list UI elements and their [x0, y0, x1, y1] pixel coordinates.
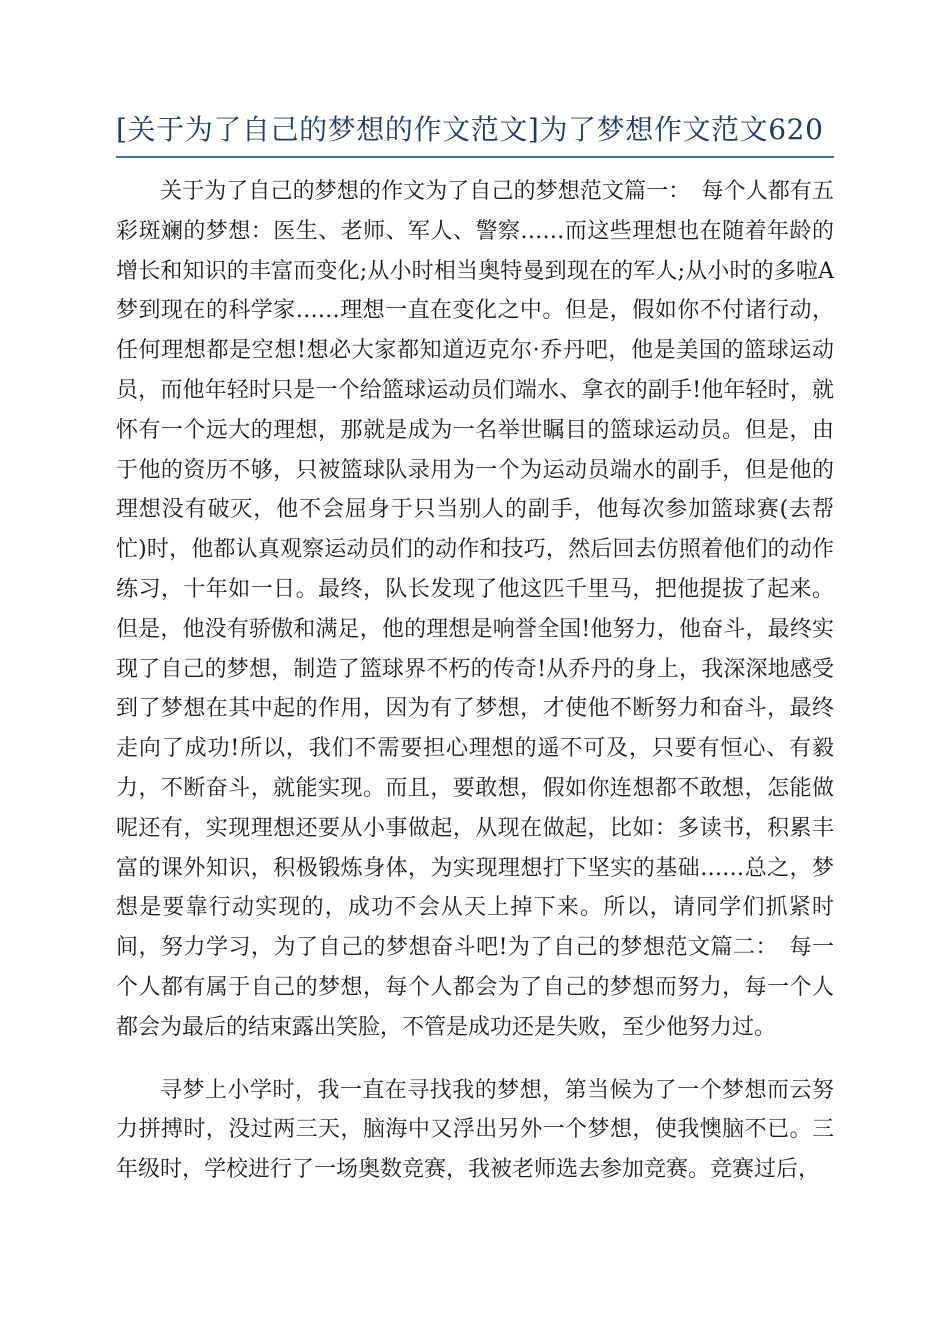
paragraph-2: 寻梦上小学时，我一直在寻找我的梦想，第当候为了一个梦想而云努力拼搏时，没过两三天，脑海中又浮出另外一个梦想，使我懊脑不已。三年级时，学校进行了一场奥数竞赛，我被老师选去参加竞赛。竞赛过后，: [116, 1077, 834, 1183]
document-body: [116, 172, 834, 1190]
document-title: [关于为了自己的梦想的作文范文]为了梦想作文范文620: [116, 113, 824, 146]
title-underline: [116, 156, 834, 158]
paragraph-1: 关于为了自己的梦想的作文为了自己的梦想范文篇一： 每个人都有五彩斑斓的梦想：医生、老师、军人、警察……而这些理想也在随着年龄的增长和知识的丰富而变化;从小时相当奥特曼到现在的军人;从小时的多啦A梦到现在的科学家……理想一直在变化之中。但是，假如你不付诸行动，任何理想都是空想!想必大家都知道迈克尔·乔丹吧，他是美国的篮球运动员，而他年轻时只是一个给篮球运动员们端水、拿衣的副手!他年轻时，就怀有一个远大的理想，那就是成为一名举世瞩目的篮球运动员。但是，由于他的资历不够，只被篮球队录用为一个为运动员端水的副手，但是他的理想没有破灭，他不会屈身于只当别人的副手，他每次参加篮球赛(去帮忙)时，他都认真观察运动员们的动作和技巧，然后回去仿照着他们的动作练习，十年如一日。最终，队长发现了他这匹千里马，把他提拔了起来。但是，他没有骄傲和满足，他的理想是响誉全国!他努力，他奋斗，最终实现了自己的梦想，制造了篮球界不朽的传奇!从乔丹的身上，我深深地感受到了梦想在其中起的作用，因为有了梦想，才使他不断努力和奋斗，最终走向了成功!所以，我们不需要担心理想的遥不可及，只要有恒心、有毅力，不断奋斗，就能实现。而且，要敢想，假如你连想都不敢想，怎能做呢还有，实现理想还要从小事做起，从现在做起，比如：多读书，积累丰富的课外知识，积极锻炼身体，为实现理想打下坚实的基础……总之，梦想是要靠行动实现的，成功不会从天上掉下来。所以，请同学们抓紧时间，努力学习，为了自己的梦想奋斗吧!为了自己的梦想范文篇二： 每一个人都有属于自己的梦想，每个人都会为了自己的梦想而努力，每一个人都会为最后的结束露出笑脸，不管是成功还是失败，至少他努力过。: [116, 179, 834, 1040]
